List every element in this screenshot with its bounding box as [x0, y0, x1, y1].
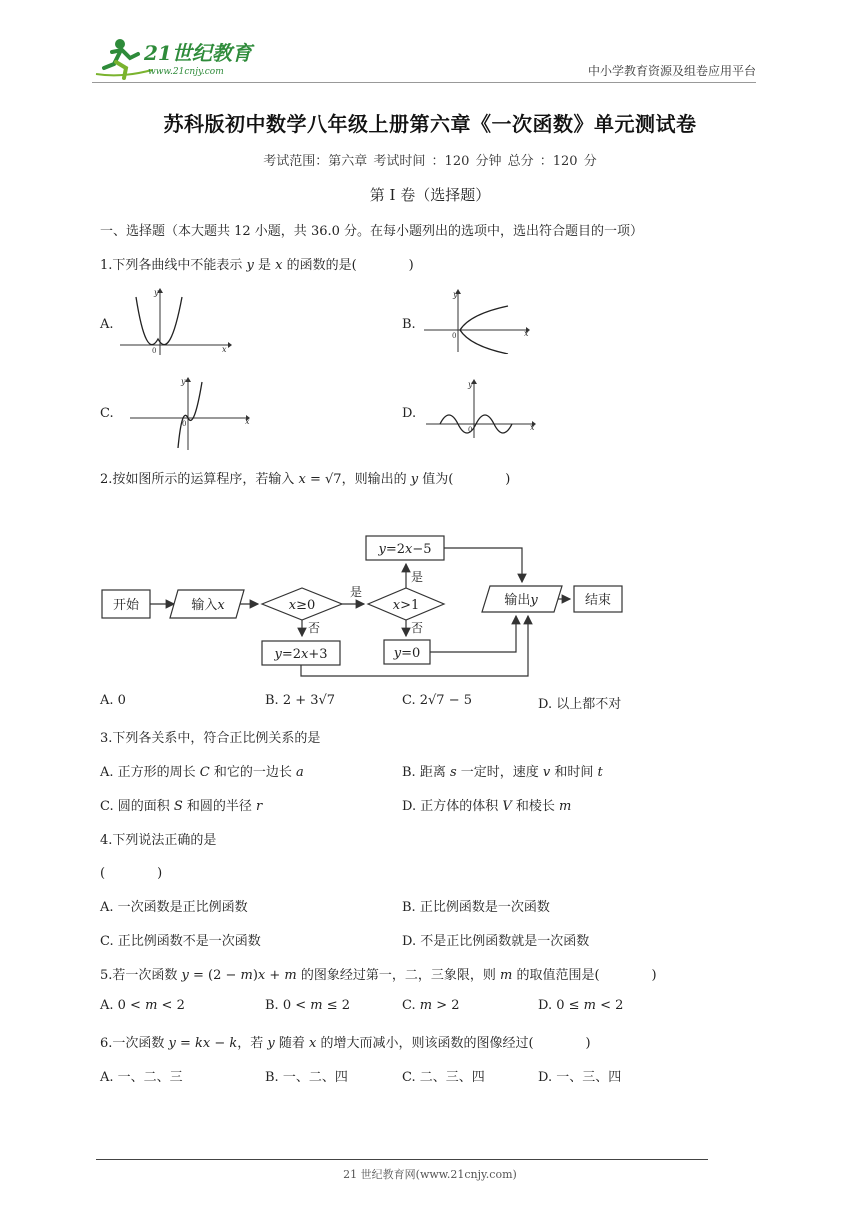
svg-text:0: 0	[182, 420, 187, 428]
q4-option-d: D. 不是正比例函数就是一次函数	[402, 934, 590, 949]
flow-yes2: 是	[411, 570, 424, 584]
q2-option-c: C. 2√7 − 5	[402, 693, 473, 708]
logo-text: 21世纪教育	[144, 41, 252, 65]
flow-no1: 否	[308, 621, 321, 635]
page-title: 苏科版初中数学八年级上册第六章《一次函数》单元测试卷	[163, 112, 697, 136]
site-logo	[92, 34, 272, 82]
q1-graph-a	[118, 287, 233, 357]
flow-input: 输入𝑥	[191, 598, 225, 613]
q1-option-d: D.	[402, 406, 417, 421]
platform-name: 中小学教育资源及组卷应用平台	[587, 64, 756, 78]
logo-url: www.21cnjy.com	[148, 67, 224, 77]
footer-divider	[96, 1159, 708, 1160]
q3-option-b: B. 距离 𝑠 一定时，速度 𝑣 和时间 𝑡	[402, 765, 603, 780]
q1-graph-d	[424, 378, 539, 440]
q6-option-d: D. 一、三、四	[538, 1070, 622, 1085]
svg-text:x: x	[245, 417, 250, 426]
svg-text:0: 0	[468, 426, 473, 434]
q2-option-a: A. 0	[100, 693, 126, 708]
footer-text[interactable]: 21 世纪教育网(www.21cnjy.com)	[343, 1168, 517, 1181]
svg-text:y: y	[181, 377, 186, 386]
q1-graph-b	[420, 288, 535, 354]
q4-option-b: B. 正比例函数是一次函数	[402, 900, 550, 915]
q2-flowchart	[98, 530, 658, 680]
q2-stem: 2.按如图所示的运算程序，若输入 𝑥 = √7，则输出的 𝑦 值为( )	[100, 472, 511, 487]
svg-text:x: x	[524, 329, 529, 338]
q6-option-a: A. 一、二、三	[100, 1070, 183, 1085]
volume-heading: 第 I 卷（选择题）	[369, 186, 491, 204]
q6-stem: 6.一次函数 𝑦 = 𝑘𝑥 − 𝑘，若 𝑦 随着 𝑥 的增大而减小，则该函数的图像经过( )	[100, 1036, 591, 1051]
q6-option-b: B. 一、二、四	[265, 1070, 348, 1085]
flow-start: 开始	[112, 598, 140, 613]
svg-text:0: 0	[152, 347, 157, 355]
svg-text:x: x	[530, 423, 535, 432]
q1-option-b: B.	[402, 317, 416, 332]
svg-text:0: 0	[452, 332, 457, 340]
q6-option-c: C. 二、三、四	[402, 1070, 485, 1085]
q4-option-c: C. 正比例函数不是一次函数	[100, 934, 261, 949]
exam-info: 考试范围：第六章 考试时间 ：120 分钟 总分 ：120 分	[263, 154, 597, 169]
svg-text:x: x	[222, 345, 227, 354]
flow-end: 结束	[584, 593, 612, 608]
q5-option-a: A. 0 < 𝑚 < 2	[100, 998, 185, 1013]
q4-answer-paren: ( )	[100, 866, 163, 881]
q3-stem: 3.下列各关系中，符合正比例关系的是	[100, 731, 321, 746]
svg-text:y: y	[453, 290, 458, 299]
q4-stem: 4.下列说法正确的是	[100, 833, 217, 848]
q3-option-a: A. 正方形的周长 𝐶 和它的一边长 𝑎	[100, 765, 304, 780]
q3-option-d: D. 正方体的体积 𝑉 和棱长 𝑚	[402, 799, 572, 814]
flow-no2: 否	[411, 621, 424, 635]
q1-option-c: C.	[100, 406, 114, 421]
q1-stem: 1.下列各曲线中不能表示 𝑦 是 𝑥 的函数的是( )	[100, 258, 414, 273]
flow-box-a: 𝑦=2𝑥−5	[378, 542, 432, 557]
q1-graph-c	[128, 376, 253, 452]
q4-option-a: A. 一次函数是正比例函数	[100, 900, 248, 915]
q2-option-d: D. 以上都不对	[538, 697, 622, 712]
flow-cond1: 𝑥≥0	[288, 598, 316, 613]
flow-cond2: 𝑥>1	[392, 598, 420, 613]
header-divider	[92, 82, 756, 83]
svg-text:y: y	[154, 288, 159, 297]
q2-option-b: B. 2 + 3√7	[265, 693, 336, 708]
flow-yes1: 是	[350, 585, 363, 599]
section-heading: 一、选择题（本大题共 12 小题，共 36.0 分。在每小题列出的选项中，选出符合题目的一项）	[100, 224, 644, 239]
q5-option-c: C. 𝑚 > 2	[402, 998, 460, 1013]
q5-stem: 5.若一次函数 𝑦 = (2 − 𝑚)𝑥 + 𝑚 的图象经过第一，二，三象限，则 𝑚 的取值范围是( )	[100, 968, 657, 983]
q1-option-a: A.	[100, 317, 114, 332]
flow-box-c: 𝑦=0	[393, 646, 421, 661]
flow-output: 输出𝑦	[504, 593, 538, 608]
q3-option-c: C. 圆的面积 𝑆 和圆的半径 𝑟	[100, 799, 263, 814]
svg-text:y: y	[468, 380, 473, 389]
q5-option-b: B. 0 < 𝑚 ≤ 2	[265, 998, 351, 1013]
flow-box-b: 𝑦=2𝑥+3	[274, 647, 328, 662]
q5-option-d: D. 0 ≤ 𝑚 < 2	[538, 998, 624, 1013]
